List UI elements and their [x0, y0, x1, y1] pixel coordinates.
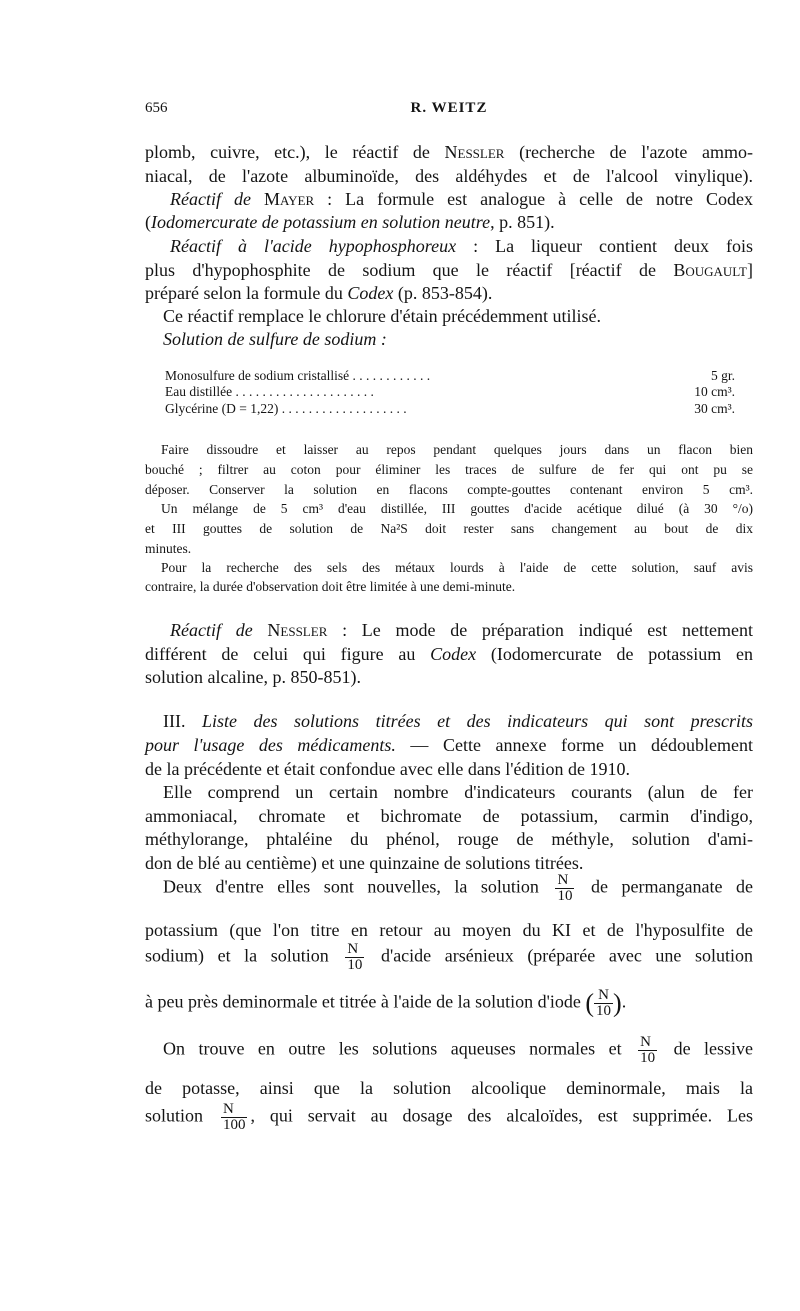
text-line: sodium) et la solution $\frac{N}{10}$ d'acide arsénieux (préparée avec une solution	[145, 941, 753, 973]
text-line: solution $\frac{N}{100}$ , qui servait au dosage des alcaloïdes, est supprimée. Les	[145, 1101, 753, 1133]
text-line: potassium (que l'on titre en retour au moyen du KI et de l'hyposulfite de	[145, 920, 753, 940]
text-line: plus d'hypophosphite de sodium que le réactif [réactif de Bougault]	[145, 260, 753, 280]
note-line: bouché ; filtrer au coton pour éliminer les traces de sulfure de fer qui ont pu se	[145, 462, 753, 477]
text-line: Deux d'entre elles sont nouvelles, la solution $\frac{N}{10}$ de permanganate de	[163, 872, 754, 904]
note-line: Un mélange de 5 cm³ d'eau distillée, III gouttes d'acide acétique dilué (à 30 °/o)	[161, 501, 753, 516]
ingredient-amount: 30 cm³.	[694, 401, 735, 416]
ingredient-amount: 5 gr.	[710, 368, 735, 383]
page-number: 656	[145, 100, 168, 116]
text-line: de la précédente et était confondue avec elle dans l'édition de 1910.	[145, 759, 631, 779]
fraction: $\frac{N}{100}$	[222, 1101, 246, 1133]
running-head: R. WEITZ	[410, 100, 488, 116]
section-label: Solution de sulfure de sodium :	[163, 329, 387, 349]
text-line: ammoniacal, chromate et bichromate de potassium, carmin d'indigo,	[145, 806, 753, 826]
table-row: Glycérine (D = 1,22) . . . . . . . . . . . . . . . . . . . 30 cm³.	[165, 401, 735, 416]
note-line: Faire dissoudre et laisser au repos pendant quelques jours dans un flacon bien	[161, 442, 753, 457]
table-row: Monosulfure de sodium cristallisé . . . . . . . . . . . . 5 gr.	[165, 368, 735, 383]
table-row: Eau distillée . . . . . . . . . . . . . . . . . . . . . 10 cm³.	[165, 384, 735, 399]
text-line: préparé selon la formule du Codex (p. 853-854).	[145, 283, 493, 303]
text-line: don de blé au centième) et une quinzaine de solutions titrées.	[145, 853, 584, 873]
text-line: Réactif de Mayer : La formule est analogue à celle de notre Codex	[170, 189, 754, 209]
text-line: Réactif à l'acide hypophosphoreux : La liqueur contient deux fois	[170, 236, 753, 256]
note-line: et III gouttes de solution de Na²S doit rester sans changement au bout de dix	[145, 521, 753, 536]
ingredient-name: Glycérine (D = 1,22)	[165, 401, 279, 416]
text-line: à peu près deminormale et titrée à l'aide de la solution d'iode ( $\frac{N}{10}$ ).	[145, 987, 627, 1019]
note-line: minutes.	[145, 541, 192, 556]
text-line: (Iodomercurate de potassium en solution neutre, p. 851).	[145, 212, 555, 232]
fraction: $\frac{N}{10}$	[640, 1034, 656, 1066]
ingredient-amount: 10 cm³.	[694, 384, 735, 399]
text-line: Ce réactif remplace le chlorure d'étain précédemment utilisé.	[163, 306, 602, 326]
text-line: On trouve en outre les solutions aqueuses normales et $\frac{N}{10}$ de lessive	[163, 1034, 754, 1066]
text-line: de potasse, ainsi que la solution alcoolique deminormale, mais la	[145, 1078, 753, 1098]
note-line: Pour la recherche des sels des métaux lourds à l'aide de cette solution, sauf avis	[161, 560, 753, 575]
ingredient-name: Monosulfure de sodium cristallisé	[165, 368, 350, 383]
page-header	[145, 100, 753, 124]
section-heading: III. Liste des solutions titrées et des indicateurs qui sont prescrits	[163, 711, 754, 731]
text-line: Réactif de Nessler : Le mode de préparation indiqué est nettement	[170, 620, 753, 640]
fraction: $\frac{N}{10}$	[557, 872, 573, 904]
ingredient-name: Eau distillée	[165, 384, 233, 399]
text-line: niacal, de l'azote albuminoïde, des aldéhydes et de l'alcool vinylique).	[145, 166, 753, 186]
fraction: $\frac{N}{10}$	[347, 941, 363, 973]
note-line: contraire, la durée d'observation doit être limitée à une demi-minute.	[145, 579, 516, 594]
text-line: différent de celui qui figure au Codex (Iodomercurate de potassium en	[145, 644, 754, 664]
fraction: $\frac{N}{10}$	[596, 987, 612, 1019]
text-line: méthylorange, phtaléine du phénol, rouge de méthyle, solution d'ami-	[145, 829, 753, 849]
text-line: pour l'usage des médicaments. — Cette annexe forme un dédoublement	[145, 735, 753, 755]
text-line: plomb, cuivre, etc.), le réactif de Nessler (recherche de l'azote ammo-	[145, 142, 753, 162]
note-line: déposer. Conserver la solution en flacons compte-gouttes contenant environ 5 cm³.	[145, 482, 753, 497]
text-line: Elle comprend un certain nombre d'indicateurs courants (alun de fer	[163, 782, 753, 802]
text-line: solution alcaline, p. 850-851).	[145, 667, 361, 687]
